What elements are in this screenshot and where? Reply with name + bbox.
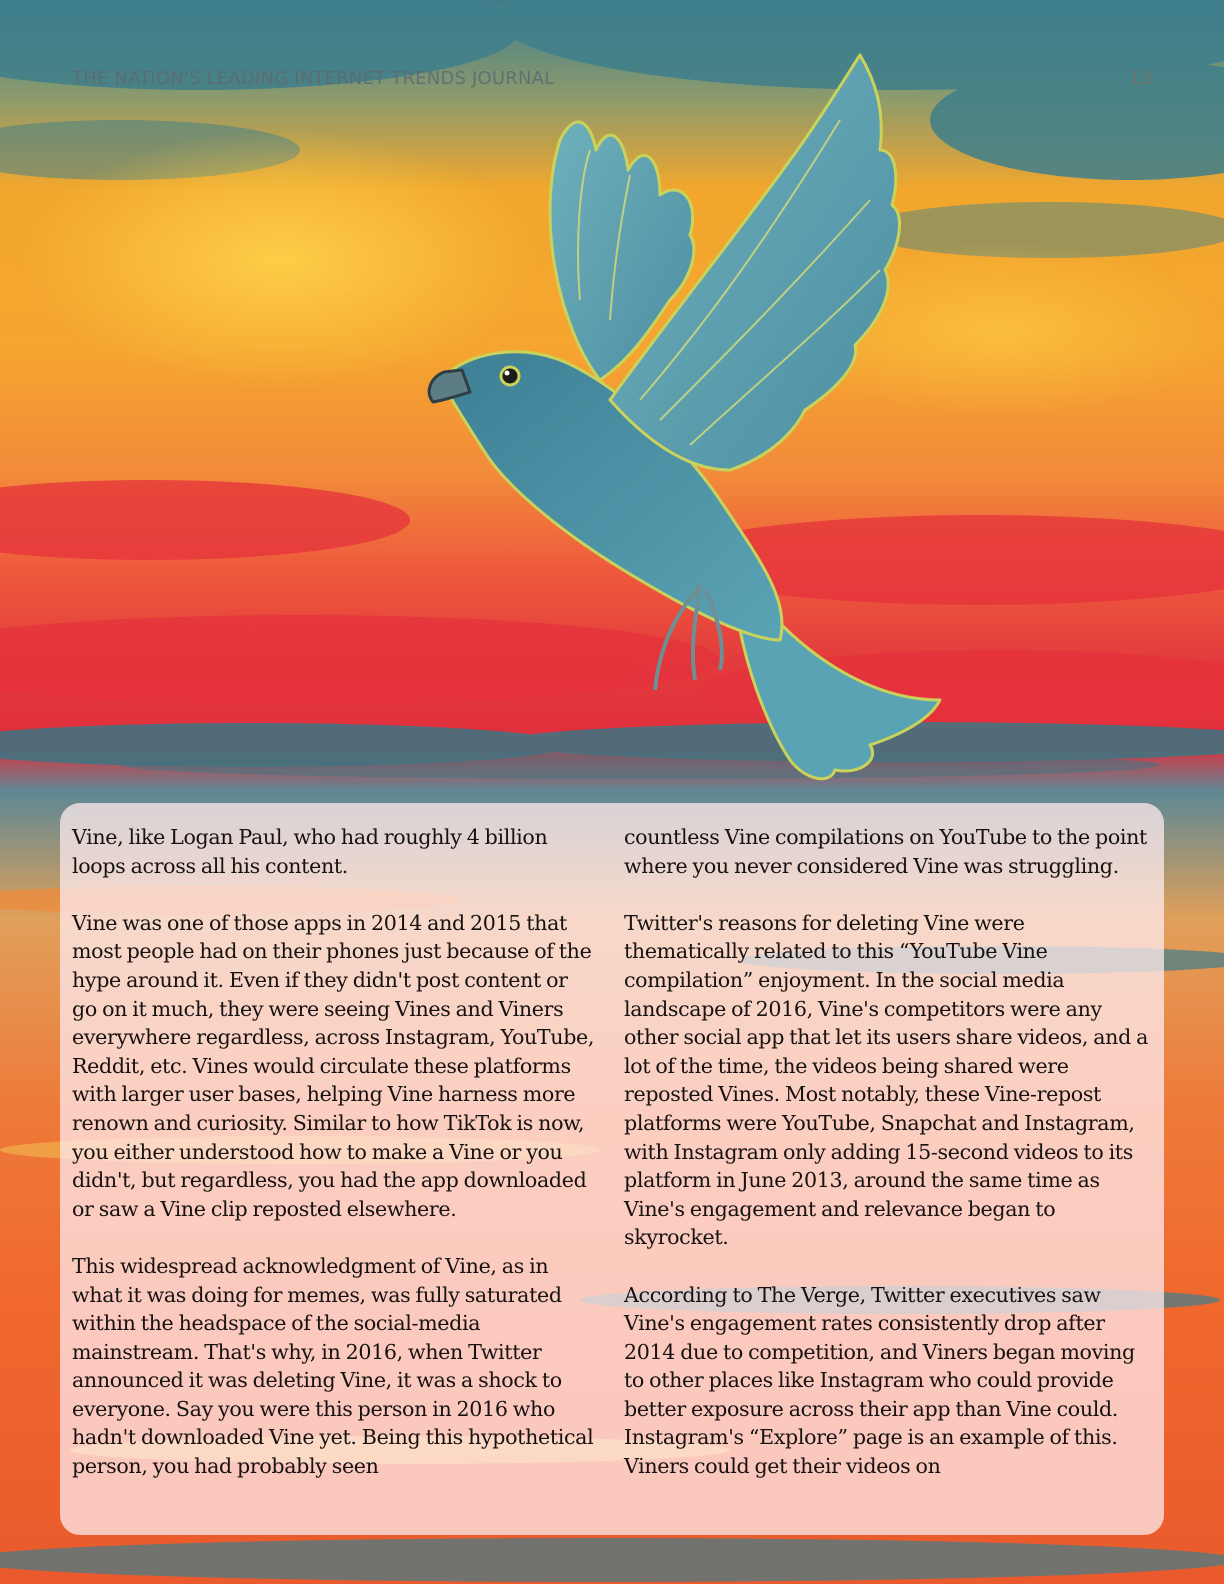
- bird-eye: [501, 367, 519, 385]
- page-number: 13: [1129, 68, 1152, 89]
- horizon-band: [0, 722, 1224, 779]
- paragraph: According to The Verge, Twitter executives saw Vine's engagement rates consistently drop after 2014 due to competition, and Viners began moving to other places like Instagram who could provide better exposure across their app than Vine could. Instagram's “Explore” page is an example of this. Viners could get their videos on: [624, 1282, 1135, 1479]
- paragraph: Twitter's reasons for deleting Vine were thematically related to this “YouTube Vine compilation” enjoyment. In the social media landscape of 2016, Vine's competitors were any other social app that let its users share videos, and a lot of the time, the videos being shared were reposted Vines. Most notably, these Vine-repost platforms were YouTube, Snapchat and Instagram, with Instagram only adding 15-second videos to its platform in June 2013, around the same time as Vine's engagement and relevance began to skyrocket.: [624, 910, 1149, 1250]
- paragraph: countless Vine compilations on YouTube to the point where you never considered Vine was struggling.: [624, 825, 1147, 878]
- paragraph: Vine, like Logan Paul, who had roughly 4 billion loops across all his content.: [72, 825, 548, 878]
- sun-glow: [20, 130, 540, 390]
- paragraph: This widespread acknowledgment of Vine, as in what it was doing for memes, was fully saturated within the headspace of the social-media mainstream. That's why, in 2016, when Twitter announced it was deleting Vine, it was a shock to everyone. Say you were this person in 2016 who hadn't downloaded Vine yet. Being this hypothetical person, you had probably seen: [72, 1253, 594, 1479]
- paragraph: Vine was one of those apps in 2014 and 2015 that most people had on their phones just because of the hype around it. Even if they didn't post content or go on it much, they were seeing Vines and Viners everywhere regardless, across Instagram, YouTube, Reddit, etc. Vines would circulate these platforms with larger user bases, helping Vine harness more renown and curiosity. Similar to how TikTok is now, you either understood how to make a Vine or you didn't, but regardless, you had the app downloaded or saw a Vine clip reposted elsewhere.: [72, 910, 595, 1221]
- running-head: THE NATION'S LEADING INTERNET TRENDS JOURNAL: [72, 68, 555, 89]
- article-column-left: [72, 823, 597, 1481]
- article-columns: [72, 823, 1150, 1481]
- article-column-right: [624, 823, 1149, 1481]
